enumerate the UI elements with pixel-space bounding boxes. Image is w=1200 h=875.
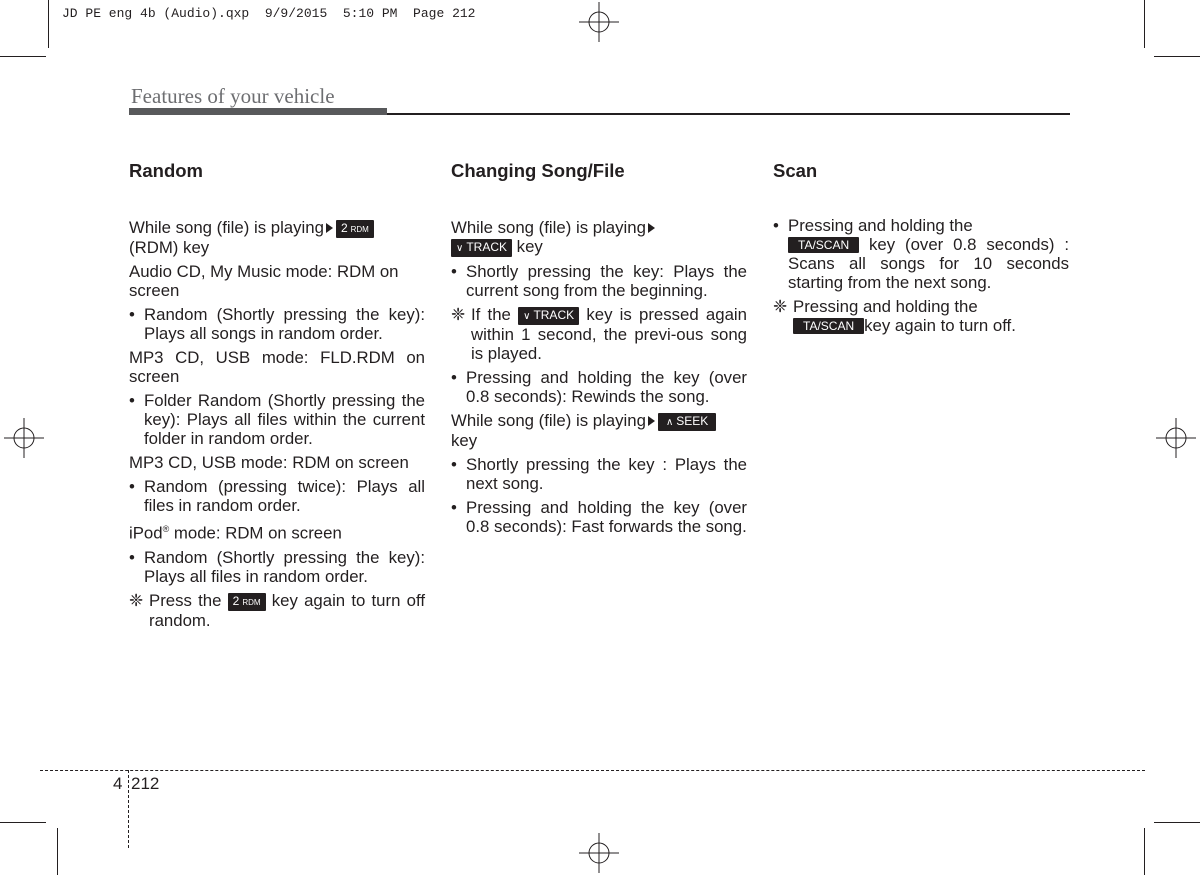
header-rule-thin	[387, 113, 1070, 115]
print-slug: JD PE eng 4b (Audio).qxp 9/9/2015 5:10 PM Page 212	[62, 6, 476, 21]
crop-mark	[1144, 828, 1145, 875]
paragraph: MP3 CD, USB mode: FLD.RDM on screen	[129, 348, 425, 386]
track-key-icon: ∨ TRACK	[451, 239, 512, 257]
play-arrow-icon	[648, 416, 655, 426]
section-heading: Scan	[773, 160, 818, 181]
note-item: ❈ If the ∨ TRACK key is pressed again within 1 second, the previ-ous song is played.	[451, 305, 747, 363]
crop-mark	[57, 828, 58, 875]
list-item: • Folder Random (Shortly pressing the key): Plays all files within the current folder in random order.	[129, 391, 425, 448]
header-rule-thick	[129, 108, 387, 115]
list-item: • Pressing and holding the TA/SCAN key (over 0.8 seconds) : Scans all songs for 10 seconds starting from the next song.	[773, 216, 1069, 292]
registration-mark-icon	[4, 418, 44, 458]
list-item: • Shortly pressing the key: Plays the current song from the beginning.	[451, 262, 747, 300]
changing-song-section	[451, 160, 747, 541]
scan-section	[773, 160, 1069, 340]
page-header-title: Features of your vehicle	[131, 84, 335, 108]
registration-mark-icon	[579, 2, 619, 42]
paragraph: iPod® mode: RDM on screen	[129, 523, 342, 543]
paragraph: Audio CD, My Music mode: RDM on screen	[129, 262, 399, 300]
tascan-key-icon: TA/SCAN	[788, 237, 859, 253]
note-item: ❈ Press the 2 RDM key again to turn off random.	[129, 590, 425, 630]
footer-divider-vertical	[128, 770, 129, 848]
track-key-icon: ∨ TRACK	[518, 307, 579, 325]
rdm-key-icon: 2 RDM	[336, 220, 374, 238]
list-item: • Shortly pressing the key : Plays the next song.	[451, 455, 747, 493]
footer-divider	[40, 770, 1145, 771]
crop-mark	[1144, 0, 1145, 48]
crop-mark	[1154, 56, 1200, 57]
paragraph: While song (file) is playing ∧ SEEK key	[451, 411, 747, 450]
note-icon: ❈	[451, 305, 466, 324]
section-heading: Changing Song/File	[451, 160, 625, 181]
page-number: 212	[131, 774, 160, 793]
registration-mark-icon	[1156, 418, 1196, 458]
crop-mark	[0, 56, 46, 57]
note-icon: ❈	[773, 297, 788, 316]
rdm-key-icon: 2 RDM	[228, 593, 266, 611]
tascan-key-icon: TA/SCAN	[793, 318, 864, 334]
note-item: ❈ Pressing and holding the TA/SCAN key again to turn off.	[773, 297, 1016, 335]
note-icon: ❈	[129, 590, 144, 610]
paragraph: While song (file) is playing ∨ TRACK key	[451, 218, 747, 257]
play-arrow-icon	[648, 223, 655, 233]
crop-mark	[0, 822, 46, 823]
seek-key-icon: ∧ SEEK	[658, 413, 716, 431]
list-item: • Random (Shortly pressing the key): Plays all songs in random order.	[129, 305, 425, 343]
play-arrow-icon	[326, 223, 333, 233]
crop-mark	[48, 0, 49, 48]
paragraph: While song (file) is playing 2 RDM (RDM) key	[129, 218, 425, 257]
list-item: • Pressing and holding the key (over 0.8 seconds): Fast forwards the song.	[451, 498, 747, 536]
registration-mark-icon	[579, 833, 619, 873]
list-item: • Pressing and holding the key (over 0.8 seconds): Rewinds the song.	[451, 368, 747, 406]
section-heading: Random	[129, 160, 203, 181]
paragraph: MP3 CD, USB mode: RDM on screen	[129, 453, 409, 472]
section-number: 4	[113, 774, 123, 793]
crop-mark	[1154, 822, 1200, 823]
list-item: • Random (pressing twice): Plays all files in random order.	[129, 477, 425, 515]
list-item: • Random (Shortly pressing the key): Plays all files in random order.	[129, 547, 425, 586]
random-section	[129, 160, 425, 635]
